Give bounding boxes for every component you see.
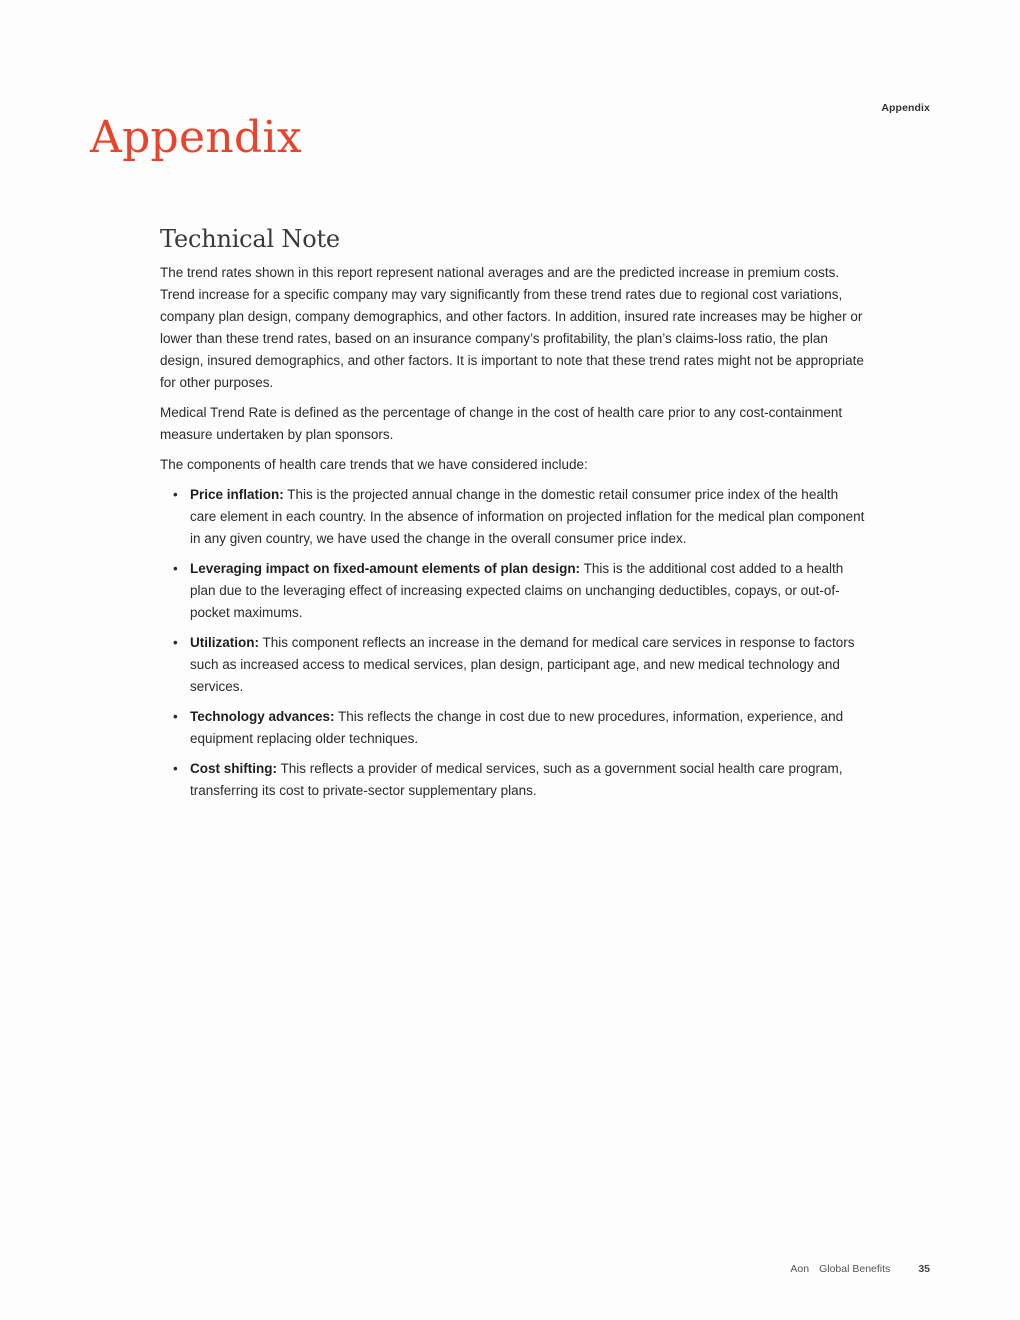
page-title: Appendix bbox=[90, 112, 302, 163]
list-item-utilization bbox=[160, 632, 865, 698]
list-item-label: Cost shifting: bbox=[190, 761, 277, 776]
page-footer bbox=[790, 1263, 930, 1275]
list-item-label: Leveraging impact on fixed-amount elements of plan design: bbox=[190, 561, 581, 576]
components-list bbox=[160, 484, 865, 802]
bullet-icon: • bbox=[173, 709, 178, 724]
bullet-icon: • bbox=[173, 561, 178, 576]
technical-note-section bbox=[160, 222, 865, 810]
list-item-price-inflation bbox=[160, 484, 865, 550]
list-item-text: This reflects the change in cost due to new procedures, information, experience, and equipment replacing older techniques. bbox=[190, 709, 844, 746]
list-item-label: Utilization: bbox=[190, 635, 259, 650]
running-header: Appendix bbox=[881, 102, 930, 114]
bullet-icon: • bbox=[173, 635, 178, 650]
list-item-cost-shifting bbox=[160, 758, 865, 802]
list-item-label: Price inflation: bbox=[190, 487, 284, 502]
list-item-technology-advances bbox=[160, 706, 865, 750]
list-item-label: Technology advances: bbox=[190, 709, 335, 724]
footer-title: Global Benefits bbox=[819, 1263, 891, 1275]
page-number: 35 bbox=[918, 1263, 930, 1275]
paragraph-medical-trend-rate: Medical Trend Rate is defined as the percentage of change in the cost of health care prior to any cost-containment measure undertaken by plan sponsors. bbox=[160, 405, 843, 442]
bullet-icon: • bbox=[173, 487, 178, 502]
bullet-icon: • bbox=[173, 761, 178, 776]
paragraph-trend-rates: The trend rates shown in this report represent national averages and are the predicted increase in premium costs. Trend increase for a specific company may vary significantly from these trend rates due to regional cost variations, company plan design, company demographics, and other factors. In addition, insured rate increases may be higher or lower than these trend rates, based on an insurance company’s profitability, the plan’s claims-loss ratio, the plan design, insured demographics, and other factors. It is important to note that these trend rates might not be appropriate for other purposes. bbox=[160, 265, 864, 390]
list-item-text: This is the additional cost added to a health plan due to the leveraging effect of increasing expected claims on unchanging deductibles, copays, or out-of-pocket maximums. bbox=[190, 561, 844, 620]
list-item-leveraging-impact bbox=[160, 558, 865, 624]
list-item-text: This component reflects an increase in the demand for medical care services in response to factors such as increased access to medical services, plan design, participant age, and new medical technology and services. bbox=[190, 635, 855, 694]
list-item-text: This is the projected annual change in the domestic retail consumer price index of the health care element in each country. In the absence of information on projected inflation for the medical plan component in any given country, we have used the change in the overall consumer price index. bbox=[190, 487, 865, 546]
footer-brand: Aon bbox=[790, 1263, 810, 1275]
paragraph-components-intro: The components of health care trends that we have considered include: bbox=[160, 457, 588, 472]
section-title: Technical Note bbox=[160, 225, 340, 253]
list-item-text: This reflects a provider of medical services, such as a government social health care program, transferring its cost to private-sector supplementary plans. bbox=[190, 761, 843, 798]
